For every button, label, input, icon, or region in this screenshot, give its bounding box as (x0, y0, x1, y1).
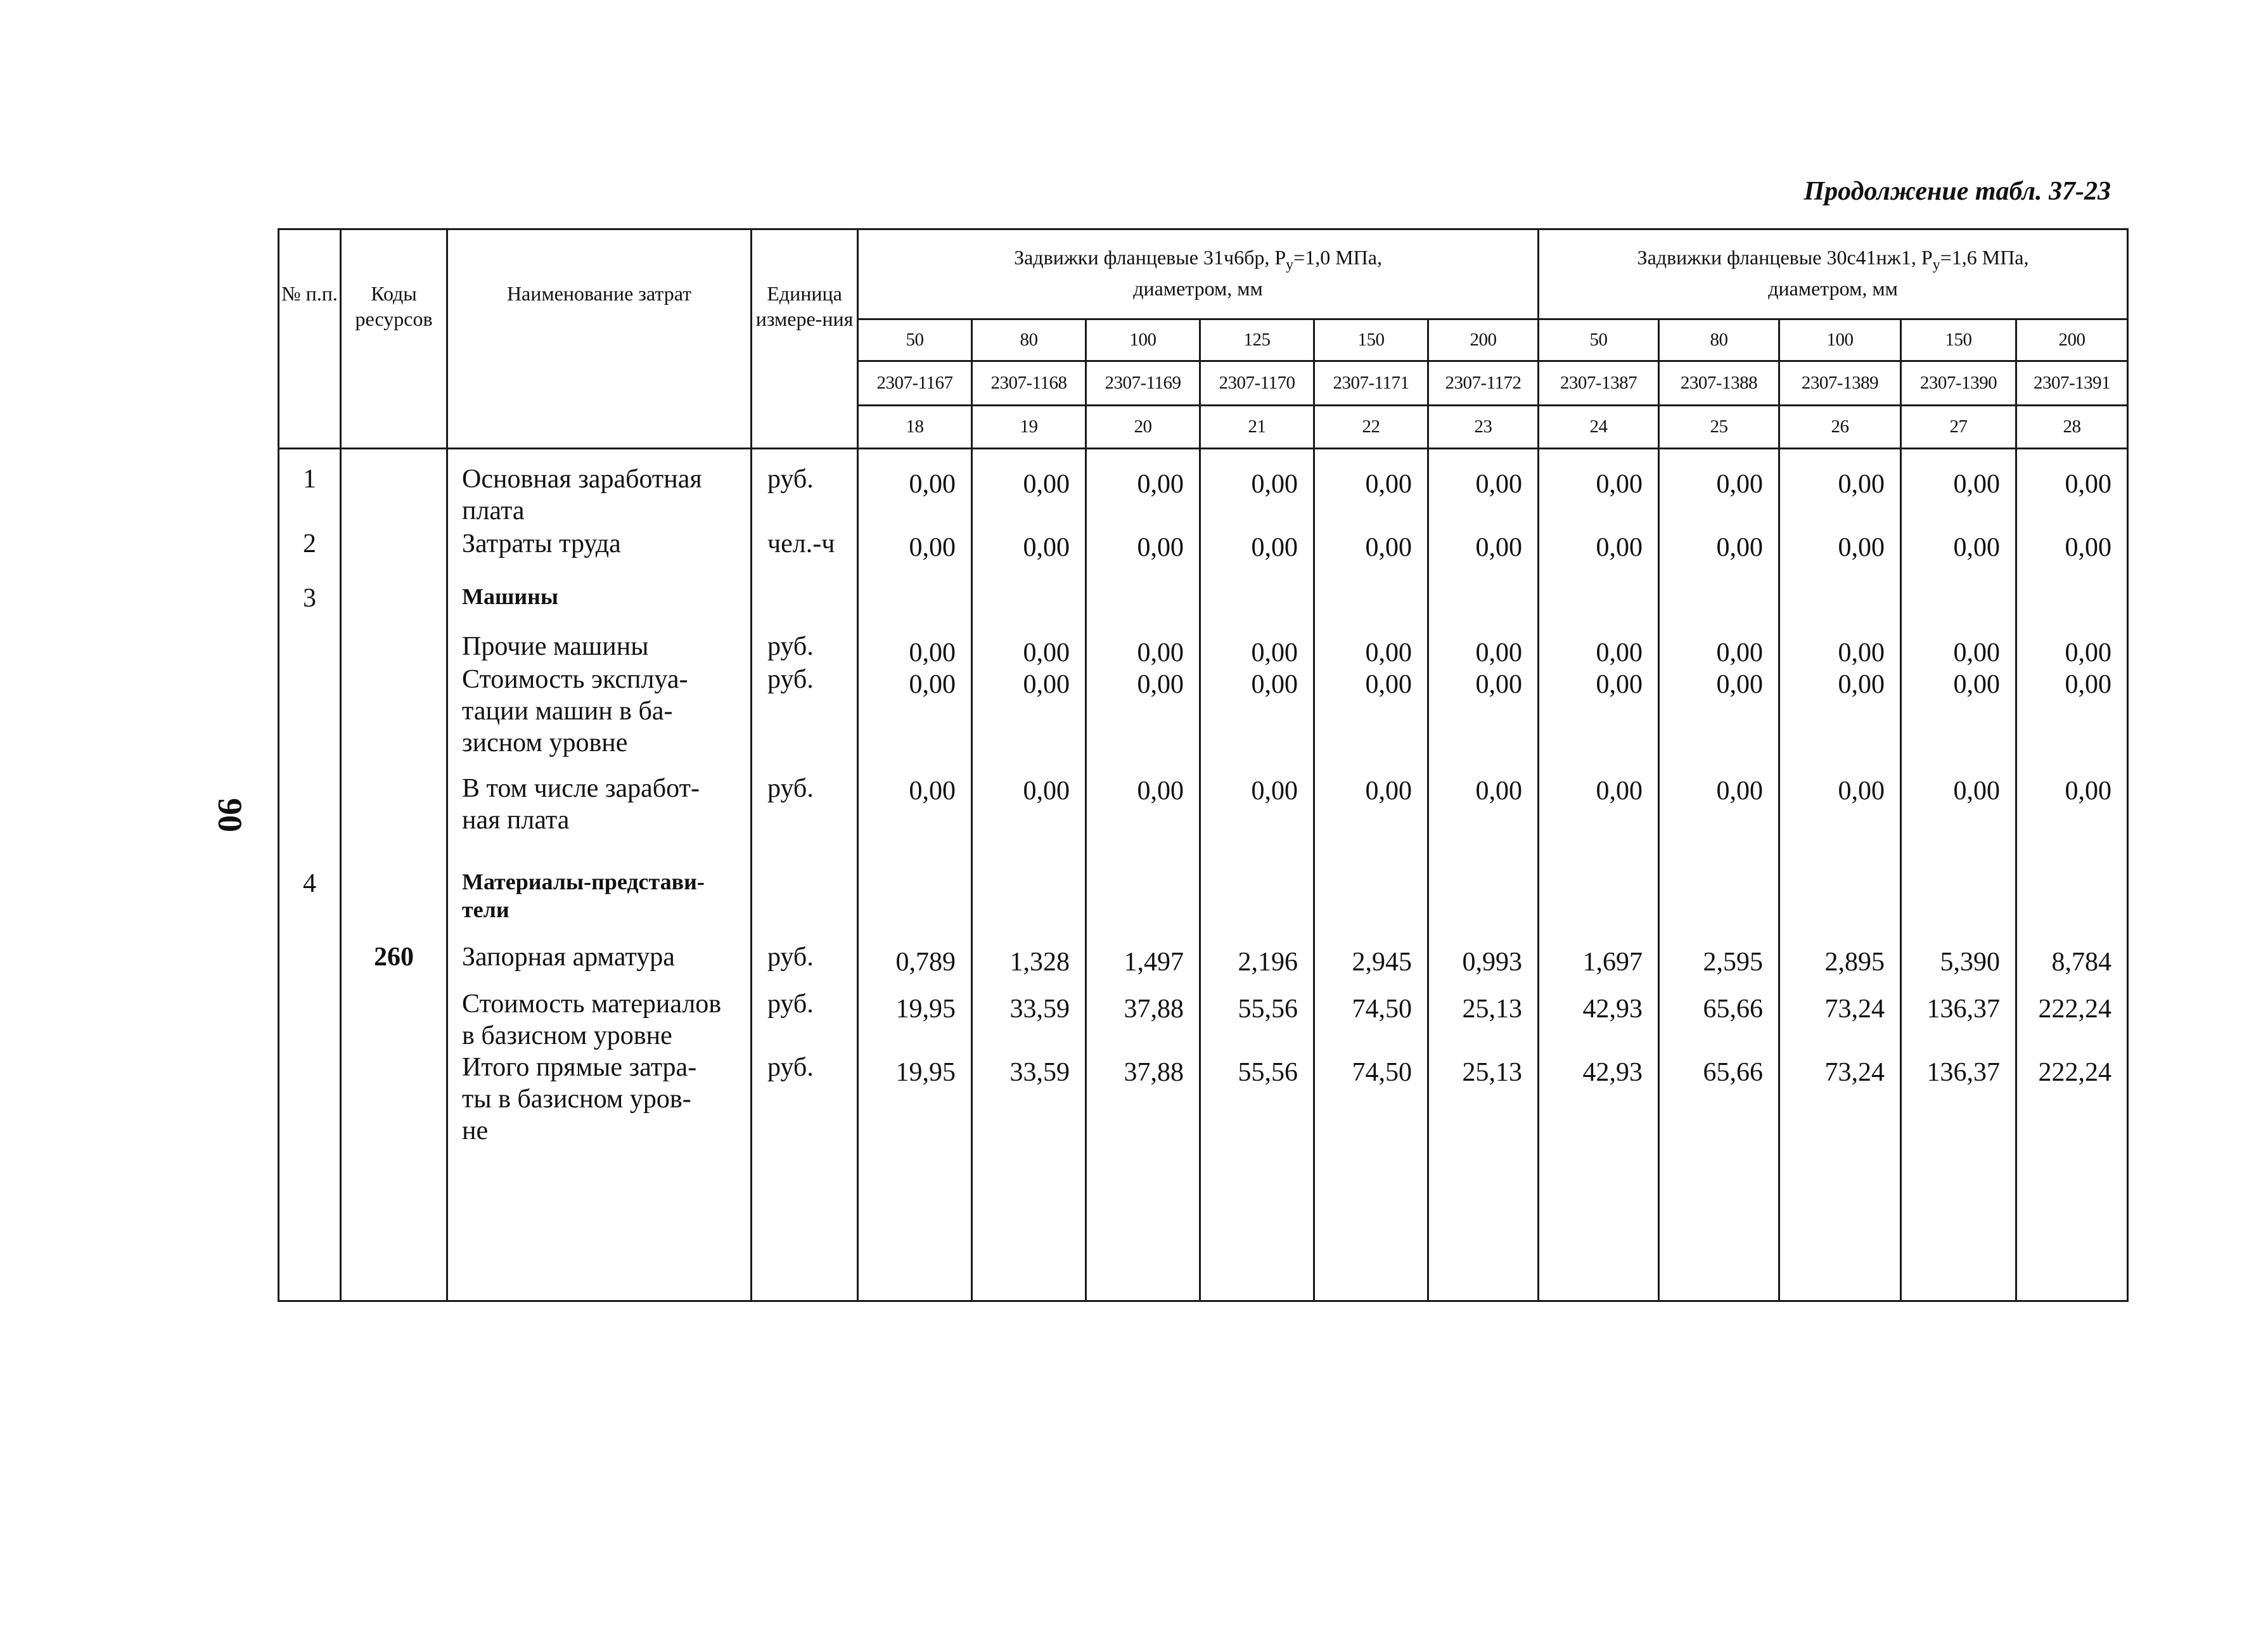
diameter-cell: 50 (1539, 319, 1659, 361)
value-stack (1539, 449, 1658, 1300)
cost-name-line: Итого прямые затра- (462, 1053, 697, 1082)
cost-value: 0,00 (1596, 638, 1643, 667)
code-cell: 2307-1387 (1539, 361, 1659, 406)
cost-value: 222,24 (2038, 1058, 2112, 1087)
body-col-value (2016, 449, 2128, 1301)
cost-value: 0,00 (909, 670, 956, 699)
row-number: 3 (303, 584, 316, 613)
body-col-value (1779, 449, 1901, 1301)
body-col-value (1200, 449, 1314, 1301)
resource-code: 260 (374, 943, 414, 972)
header-group-30s41nzh1 (1539, 229, 2128, 319)
cost-value: 0,00 (1137, 470, 1184, 499)
cost-value: 0,00 (1596, 533, 1643, 562)
column-number-cell: 24 (1539, 406, 1659, 449)
cost-value: 0,993 (1462, 948, 1523, 977)
cost-value: 19,95 (895, 1058, 956, 1087)
cost-value: 0,00 (1137, 533, 1184, 562)
body-row (279, 449, 2128, 1301)
header-codes-text: Коды ресурсов (355, 282, 433, 330)
cost-value: 0,00 (1596, 470, 1643, 499)
cost-value: 1,697 (1582, 948, 1643, 977)
cost-value: 33,59 (1009, 1058, 1070, 1087)
cost-value: 5,390 (1940, 948, 2001, 977)
cost-value: 8,784 (2051, 948, 2112, 977)
diameter-cell: 80 (972, 319, 1086, 361)
cost-value: 0,00 (1251, 776, 1298, 806)
cost-value: 0,00 (1251, 670, 1298, 699)
body-col-value (1539, 449, 1659, 1301)
value-stack (1902, 449, 2015, 1300)
name-stack (448, 449, 750, 1300)
cost-value: 0,00 (909, 533, 956, 562)
code-cell: 2307-1389 (1779, 361, 1901, 406)
cost-value: 0,00 (2065, 670, 2112, 699)
unit-of-measure: руб. (767, 1053, 814, 1082)
cost-value: 0,00 (1716, 470, 1764, 499)
body-col-code (341, 449, 447, 1301)
header-unit-text: Единица измере-ния (755, 282, 854, 330)
cost-value: 0,00 (1365, 670, 1412, 699)
cost-value: 2,196 (1238, 948, 1298, 977)
cost-value: 0,00 (1596, 670, 1643, 699)
cost-value: 0,00 (1365, 776, 1412, 806)
cost-value: 136,37 (1926, 995, 2001, 1024)
group2-title: Задвижки фланцевые 30с41нж1, P (1637, 246, 1933, 269)
diameter-cell: 100 (1779, 319, 1901, 361)
cost-value: 0,00 (1023, 533, 1070, 562)
code-cell: 2307-1388 (1659, 361, 1779, 406)
diameter-cell: 200 (2016, 319, 2128, 361)
cost-name-line: В том числе заработ- (462, 774, 700, 803)
table-continuation-caption: Продолжение табл. 37-23 (1804, 177, 2111, 206)
group2-pressure: =1,6 МПа, (1940, 246, 2029, 269)
cost-value: 0,00 (2065, 533, 2112, 562)
cost-name-line: Стоимость материалов (462, 989, 722, 1019)
cost-name-line: Запорная арматура (462, 943, 675, 972)
cost-value: 42,93 (1582, 1058, 1643, 1087)
header-codes (341, 229, 447, 449)
group1-pressure: =1,0 МПа, (1293, 246, 1382, 269)
cost-value: 0,00 (1838, 776, 1885, 806)
cost-value: 25,13 (1462, 995, 1523, 1024)
group2-subscript: у (1932, 257, 1940, 273)
cost-value: 0,00 (1137, 670, 1184, 699)
cost-value: 0,00 (1716, 776, 1764, 806)
cost-value: 0,00 (2065, 776, 2112, 806)
unit-of-measure: руб. (767, 665, 814, 694)
unit-of-measure: руб. (767, 989, 814, 1019)
cost-name-line: ная плата (462, 806, 570, 835)
body-col-value (1901, 449, 2016, 1301)
group1-title: Задвижки фланцевые 31ч6бр, P (1014, 246, 1286, 269)
value-stack (1315, 449, 1427, 1300)
column-number-cell: 21 (1200, 406, 1314, 449)
body-col-value (972, 449, 1086, 1301)
cost-value: 0,789 (895, 948, 956, 977)
cost-value: 1,497 (1124, 948, 1184, 977)
body-col-value (858, 449, 972, 1301)
cost-value: 0,00 (1365, 470, 1412, 499)
cost-value: 0,00 (1251, 470, 1298, 499)
body-col-value (1314, 449, 1428, 1301)
code-cell: 2307-1171 (1314, 361, 1428, 406)
cost-value: 0,00 (1475, 470, 1523, 499)
cost-value: 0,00 (909, 776, 956, 806)
unit-stack (752, 449, 857, 1300)
cost-value: 0,00 (1953, 638, 2001, 667)
cost-value: 65,66 (1703, 1058, 1764, 1087)
diameter-cell: 125 (1200, 319, 1314, 361)
cost-value: 0,00 (1365, 638, 1412, 667)
body-col-num (279, 449, 341, 1301)
cost-name-line: Прочие машины (462, 632, 649, 661)
diameter-cell: 150 (1314, 319, 1428, 361)
cost-value: 0,00 (1137, 776, 1184, 806)
code-cell: 2307-1390 (1901, 361, 2016, 406)
code-cell: 2307-1168 (972, 361, 1086, 406)
cost-value: 0,00 (2065, 638, 2112, 667)
cost-value: 0,00 (1838, 470, 1885, 499)
cost-value: 65,66 (1703, 995, 1764, 1024)
group1-subscript: у (1286, 257, 1294, 273)
cost-name-line: Машины (462, 584, 558, 609)
cost-value: 2,595 (1703, 948, 1764, 977)
cost-value: 73,24 (1824, 1058, 1885, 1087)
cost-value: 19,95 (895, 995, 956, 1024)
cost-value: 0,00 (1023, 638, 1070, 667)
diameter-cell: 150 (1901, 319, 2016, 361)
value-stack (973, 449, 1085, 1300)
cost-value: 0,00 (1838, 670, 1885, 699)
cost-name-line: Материалы-представи- (462, 869, 705, 894)
cost-value: 0,00 (1596, 776, 1643, 806)
cost-name-line: Стоимость эксплуа- (462, 665, 688, 694)
cost-value: 0,00 (1838, 533, 1885, 562)
cost-value: 0,00 (2065, 470, 2112, 499)
value-stack (1780, 449, 1900, 1300)
cost-value: 0,00 (1716, 533, 1764, 562)
value-stack (2017, 449, 2127, 1300)
column-number-cell: 25 (1659, 406, 1779, 449)
body-col-name (447, 449, 752, 1301)
unit-of-measure: руб. (767, 774, 814, 803)
diameter-cell: 100 (1086, 319, 1200, 361)
cost-value: 0,00 (1251, 533, 1298, 562)
cost-value: 42,93 (1582, 995, 1643, 1024)
body-col-value (1086, 449, 1200, 1301)
column-number-cell: 28 (2016, 406, 2128, 449)
code-cell: 2307-1172 (1428, 361, 1539, 406)
value-stack (1660, 449, 1778, 1300)
code-cell: 2307-1170 (1200, 361, 1314, 406)
cost-value: 0,00 (1953, 533, 2001, 562)
header-num (279, 229, 341, 449)
cost-value: 2,895 (1824, 948, 1885, 977)
cost-value: 55,56 (1238, 1058, 1298, 1087)
unit-of-measure: чел.-ч (767, 529, 835, 558)
header-group-31ch6br (858, 229, 1539, 319)
cost-table (278, 228, 2129, 1302)
header-num-text: № п.п. (281, 282, 338, 305)
header-name (447, 229, 752, 449)
header-row-groups (279, 229, 2128, 319)
column-number-cell: 23 (1428, 406, 1539, 449)
cost-value: 0,00 (1716, 670, 1764, 699)
header-name-text: Наименование затрат (506, 282, 692, 305)
cost-value: 136,37 (1926, 1058, 2001, 1087)
cost-name-line: в базисном уровне (462, 1021, 672, 1050)
page-number: 90 (211, 798, 249, 832)
cost-value: 0,00 (1365, 533, 1412, 562)
column-number-cell: 22 (1314, 406, 1428, 449)
column-number-cell: 20 (1086, 406, 1200, 449)
unit-of-measure: руб. (767, 465, 814, 494)
cost-value: 33,59 (1009, 995, 1070, 1024)
value-stack (859, 449, 971, 1300)
value-stack (1429, 449, 1537, 1300)
column-number-cell: 19 (972, 406, 1086, 449)
unit-of-measure: руб. (767, 943, 814, 972)
body-col-unit (752, 449, 858, 1301)
cost-value: 0,00 (1475, 776, 1523, 806)
diameter-cell: 50 (858, 319, 972, 361)
cost-value: 0,00 (1251, 638, 1298, 667)
cost-value: 74,50 (1352, 1058, 1412, 1087)
cost-value: 55,56 (1238, 995, 1298, 1024)
cost-value: 0,00 (1023, 470, 1070, 499)
num-stack (279, 449, 340, 1300)
cost-value: 25,13 (1462, 1058, 1523, 1087)
cost-name-line: плата (462, 496, 525, 525)
cost-name-line: тации машин в ба- (462, 697, 673, 726)
diameter-cell: 80 (1659, 319, 1779, 361)
row-number: 1 (303, 465, 316, 494)
cost-value: 73,24 (1824, 995, 1885, 1024)
row-number: 4 (303, 869, 316, 898)
cost-value: 0,00 (1953, 670, 2001, 699)
body-col-value (1659, 449, 1779, 1301)
code-stack (342, 449, 446, 1300)
header-unit (752, 229, 858, 449)
cost-name-line: не (462, 1116, 489, 1145)
code-cell: 2307-1167 (858, 361, 972, 406)
code-cell: 2307-1169 (1086, 361, 1200, 406)
cost-name-line: Затраты труда (462, 529, 621, 558)
column-number-cell: 18 (858, 406, 972, 449)
cost-value: 1,328 (1009, 948, 1070, 977)
cost-value: 2,945 (1352, 948, 1412, 977)
column-number-cell: 26 (1779, 406, 1901, 449)
group2-diameter-label: диаметром, мм (1768, 277, 1898, 300)
cost-value: 0,00 (1137, 638, 1184, 667)
diameter-cell: 200 (1428, 319, 1539, 361)
column-number-cell: 27 (1901, 406, 2016, 449)
cost-value: 0,00 (1023, 670, 1070, 699)
cost-value: 0,00 (1953, 470, 2001, 499)
cost-name-line: ты в базисном уров- (462, 1085, 691, 1114)
cost-value: 0,00 (1716, 638, 1764, 667)
body-col-value (1428, 449, 1539, 1301)
value-stack (1201, 449, 1313, 1300)
value-stack (1087, 449, 1199, 1300)
cost-value: 0,00 (1475, 670, 1523, 699)
cost-value: 222,24 (2038, 995, 2112, 1024)
cost-name-line: Основная заработная (462, 465, 702, 494)
cost-value: 0,00 (1838, 638, 1885, 667)
cost-value: 74,50 (1352, 995, 1412, 1024)
cost-name-line: тели (462, 897, 509, 922)
code-cell: 2307-1391 (2016, 361, 2128, 406)
group1-diameter-label: диаметром, мм (1133, 277, 1263, 300)
cost-value: 37,88 (1124, 1058, 1184, 1087)
cost-value: 0,00 (1475, 638, 1523, 667)
cost-value: 0,00 (909, 470, 956, 499)
cost-value: 0,00 (1023, 776, 1070, 806)
cost-value: 0,00 (1953, 776, 2001, 806)
cost-name-line: зисном уровне (462, 728, 628, 757)
cost-value: 37,88 (1124, 995, 1184, 1024)
unit-of-measure: руб. (767, 632, 814, 661)
row-number: 2 (303, 529, 316, 558)
cost-value: 0,00 (1475, 533, 1523, 562)
cost-value: 0,00 (909, 638, 956, 667)
